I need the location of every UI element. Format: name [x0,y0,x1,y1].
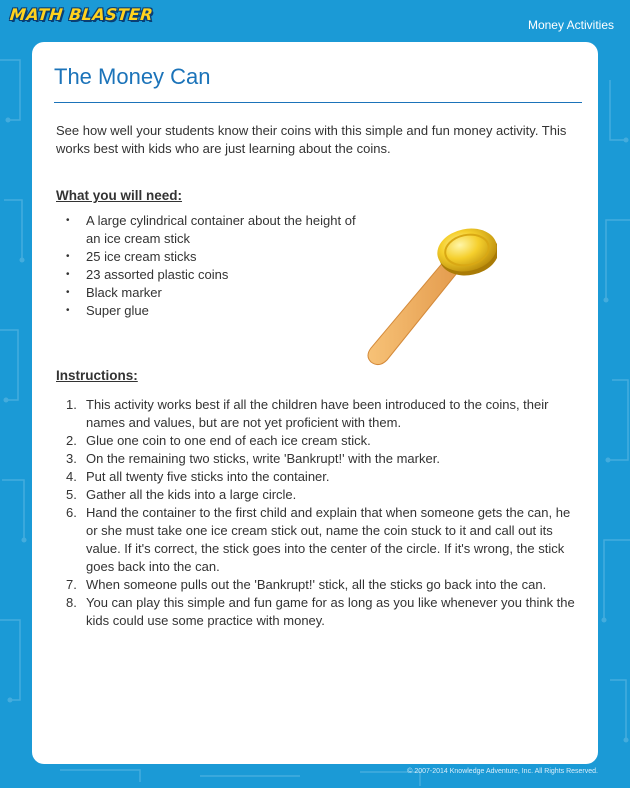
needs-heading: What you will need: [56,188,183,203]
instruction-step: 4. Put all twenty five sticks into the container. [66,469,330,484]
step-number: 2. [66,433,77,448]
needs-item: • A large cylindrical container about the height of an ice cream stick [66,213,356,246]
step-number: 4. [66,469,77,484]
needs-item: • 23 assorted plastic coins [66,267,229,282]
section-label: Money Activities [527,18,614,32]
step-number: 6. [66,505,77,520]
bullet-icon: • [66,287,70,298]
intro-paragraph: See how well your students know their coins with this simple and fun money activity. This works best with kids who are just learning about the coins. [56,123,567,156]
math-blaster-logo[interactable] [10,5,175,33]
needs-list [56,212,356,320]
bullet-icon: • [66,305,70,316]
worksheet-card [32,42,598,764]
instruction-step: 2. Glue one coin to one end of each ice cream stick. [66,433,371,448]
step-number: 8. [66,595,77,610]
instruction-step: 1. This activity works best if all the children have been introduced to the coins, their names and values, but are not yet proficient with them. [66,397,549,430]
bullet-icon: • [66,215,70,226]
bullet-icon: • [66,269,70,280]
copyright-notice: © 2007-2014 Knowledge Adventure, Inc. All Rights Reserved. [407,768,598,775]
step-number: 7. [66,577,77,592]
needs-item: • 25 ice cream sticks [66,249,197,264]
coin-on-stick-icon [357,212,497,372]
step-number: 1. [66,397,77,412]
needs-item: • Black marker [66,285,162,300]
step-number: 3. [66,451,77,466]
bullet-icon: • [66,251,70,262]
instructions-heading: Instructions: [56,368,138,383]
instruction-step: 8. You can play this simple and fun game for as long as you like whenever you think the kids could use some practice with money. [66,595,575,628]
logo-text: MATH BLASTER [9,5,155,24]
page-title: The Money Can [54,64,211,89]
instruction-step: 3. On the remaining two sticks, write 'Bankrupt!' with the marker. [66,451,440,466]
instructions-list [56,396,578,630]
step-number: 5. [66,487,77,502]
instruction-step: 7. When someone pulls out the 'Bankrupt!' stick, all the sticks go back into the can. [66,577,547,592]
instruction-step: 6. Hand the container to the first child and explain that when someone gets the can, he or she must take one ice cream stick out, name the coin stuck to it and call out its value. If it's correct, the stick goes into the center of the circle. If it's wrong, the stick goes back into the can. [66,505,571,574]
title-divider [54,102,582,103]
needs-item: • Super glue [66,303,149,318]
instruction-step: 5. Gather all the kids into a large circle. [66,487,297,502]
